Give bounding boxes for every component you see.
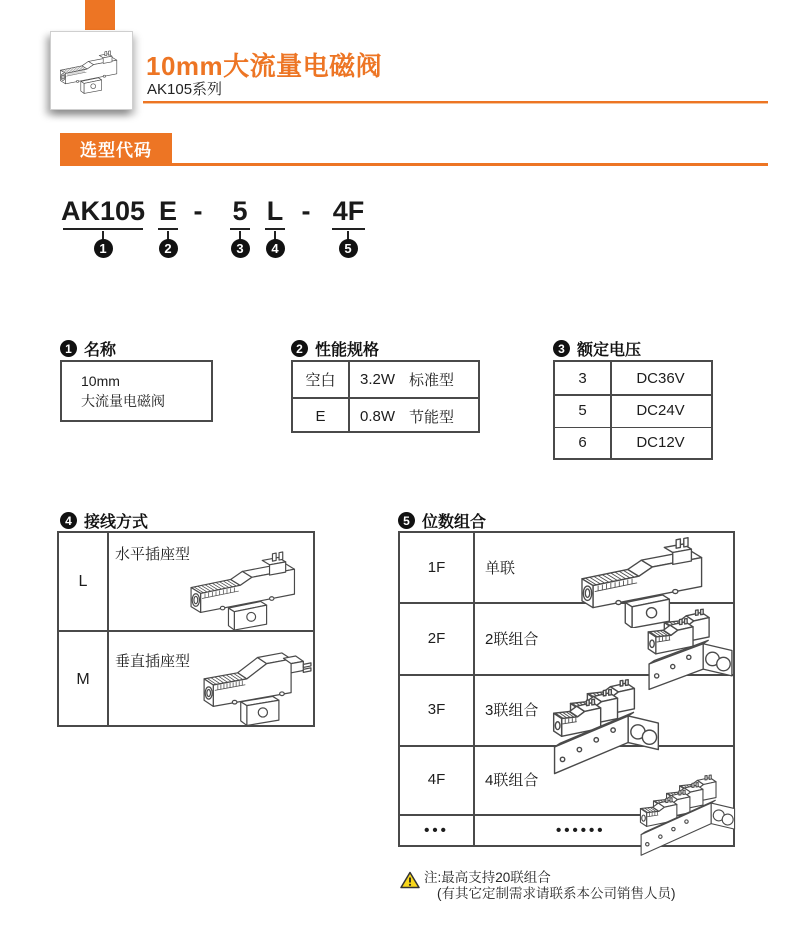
product-thumbnail (50, 31, 133, 110)
code-segment-performance: E (158, 196, 178, 230)
wiring-code-L: L (78, 572, 88, 590)
name-box (60, 360, 213, 422)
voltage-value-3: DC12V (636, 434, 685, 451)
positions-label-more: •••••• (556, 822, 606, 839)
performance-power-2: 0.8W (360, 407, 396, 425)
section-badge: 选型代码 (60, 133, 172, 164)
section-voltage-number: 3 (553, 340, 570, 357)
section-name-header (60, 337, 116, 360)
section-wiring-title: 接线方式 (84, 514, 149, 531)
name-line-2: 大流量电磁阀 (81, 393, 165, 409)
section-wiring-header (60, 509, 148, 532)
wiring-code-M: M (76, 670, 90, 688)
positions-label-1F: 单联 (485, 560, 516, 577)
positions-label-2F: 2联组合 (485, 630, 539, 648)
positions-code-3F: 3F (427, 701, 446, 718)
positions-code-more: ••• (424, 822, 449, 839)
voltage-code-1: 3 (578, 369, 587, 387)
name-line-1: 10mm (81, 373, 120, 389)
code-number-3: 3 (231, 239, 250, 258)
positions-label-4F: 4联组合 (485, 772, 539, 789)
positions-code-1F: 1F (427, 559, 446, 576)
code-number-4: 4 (266, 239, 285, 258)
wiring-label-L: 水平插座型 (115, 545, 191, 563)
section-name-number: 1 (60, 340, 77, 357)
positions-code-2F: 2F (427, 629, 446, 647)
performance-table (291, 360, 480, 433)
badge-rule (60, 163, 768, 166)
voltage-table (553, 360, 713, 460)
code-segment-model: AK105 (63, 196, 143, 230)
voltage-code-3: 6 (578, 434, 587, 451)
performance-type-1: 标准型 (409, 372, 455, 389)
section-positions-title: 位数组合 (422, 514, 487, 531)
page-title: 10mm大流量电磁阀 (146, 51, 383, 81)
section-positions-header (398, 509, 486, 532)
section-performance-number: 2 (291, 340, 308, 357)
code-segment-wiring: L (265, 196, 285, 230)
valve-horizontal-illustration (183, 536, 315, 642)
code-number-5: 5 (339, 239, 358, 258)
section-positions-number: 5 (398, 512, 415, 529)
section-wiring-number: 4 (60, 512, 77, 529)
code-segment-voltage: 5 (230, 196, 250, 230)
performance-code-2: E (315, 407, 326, 425)
valve-vertical-illustration (198, 640, 314, 730)
section-performance-title: 性能规格 (315, 342, 380, 359)
code-number-1: 1 (94, 239, 113, 258)
section-voltage-title: 额定电压 (577, 342, 642, 359)
performance-code-1: 空白 (305, 372, 336, 389)
series-subtitle: AK105系列 (147, 81, 223, 98)
performance-type-2: 节能型 (409, 408, 455, 426)
wiring-label-M: 垂直插座型 (115, 652, 191, 670)
code-segment-positions: 4F (332, 196, 365, 230)
positions-col-divider (473, 533, 475, 845)
code-dash-2: - (301, 196, 311, 226)
performance-value-2 (360, 398, 454, 434)
code-number-2: 2 (159, 239, 178, 258)
page-corner-tab (85, 0, 115, 30)
section-voltage-header (553, 337, 641, 360)
voltage-code-2: 5 (578, 402, 587, 419)
manifold-4-illustration (637, 743, 738, 858)
note-line-1: 注:最高支持20联组合 (424, 870, 551, 885)
section-name-title: 名称 (84, 342, 117, 359)
positions-label-3F: 3联组合 (485, 702, 539, 719)
header-rule (143, 101, 768, 104)
name-box-text (81, 371, 165, 411)
note-line-2: (有其它定制需求请联系本公司销售人员) (437, 885, 676, 901)
wiring-col-divider (107, 533, 109, 725)
code-dash-1: - (193, 196, 203, 226)
performance-power-1: 3.2W (360, 371, 396, 388)
performance-value-1 (360, 362, 454, 397)
warning-icon (400, 871, 420, 889)
valve-thumbnail-illustration (56, 41, 128, 101)
section-performance-header (291, 337, 379, 360)
voltage-value-2: DC24V (636, 402, 685, 419)
voltage-value-1: DC36V (636, 369, 685, 387)
note-text (424, 870, 676, 901)
positions-code-4F: 4F (427, 771, 446, 788)
